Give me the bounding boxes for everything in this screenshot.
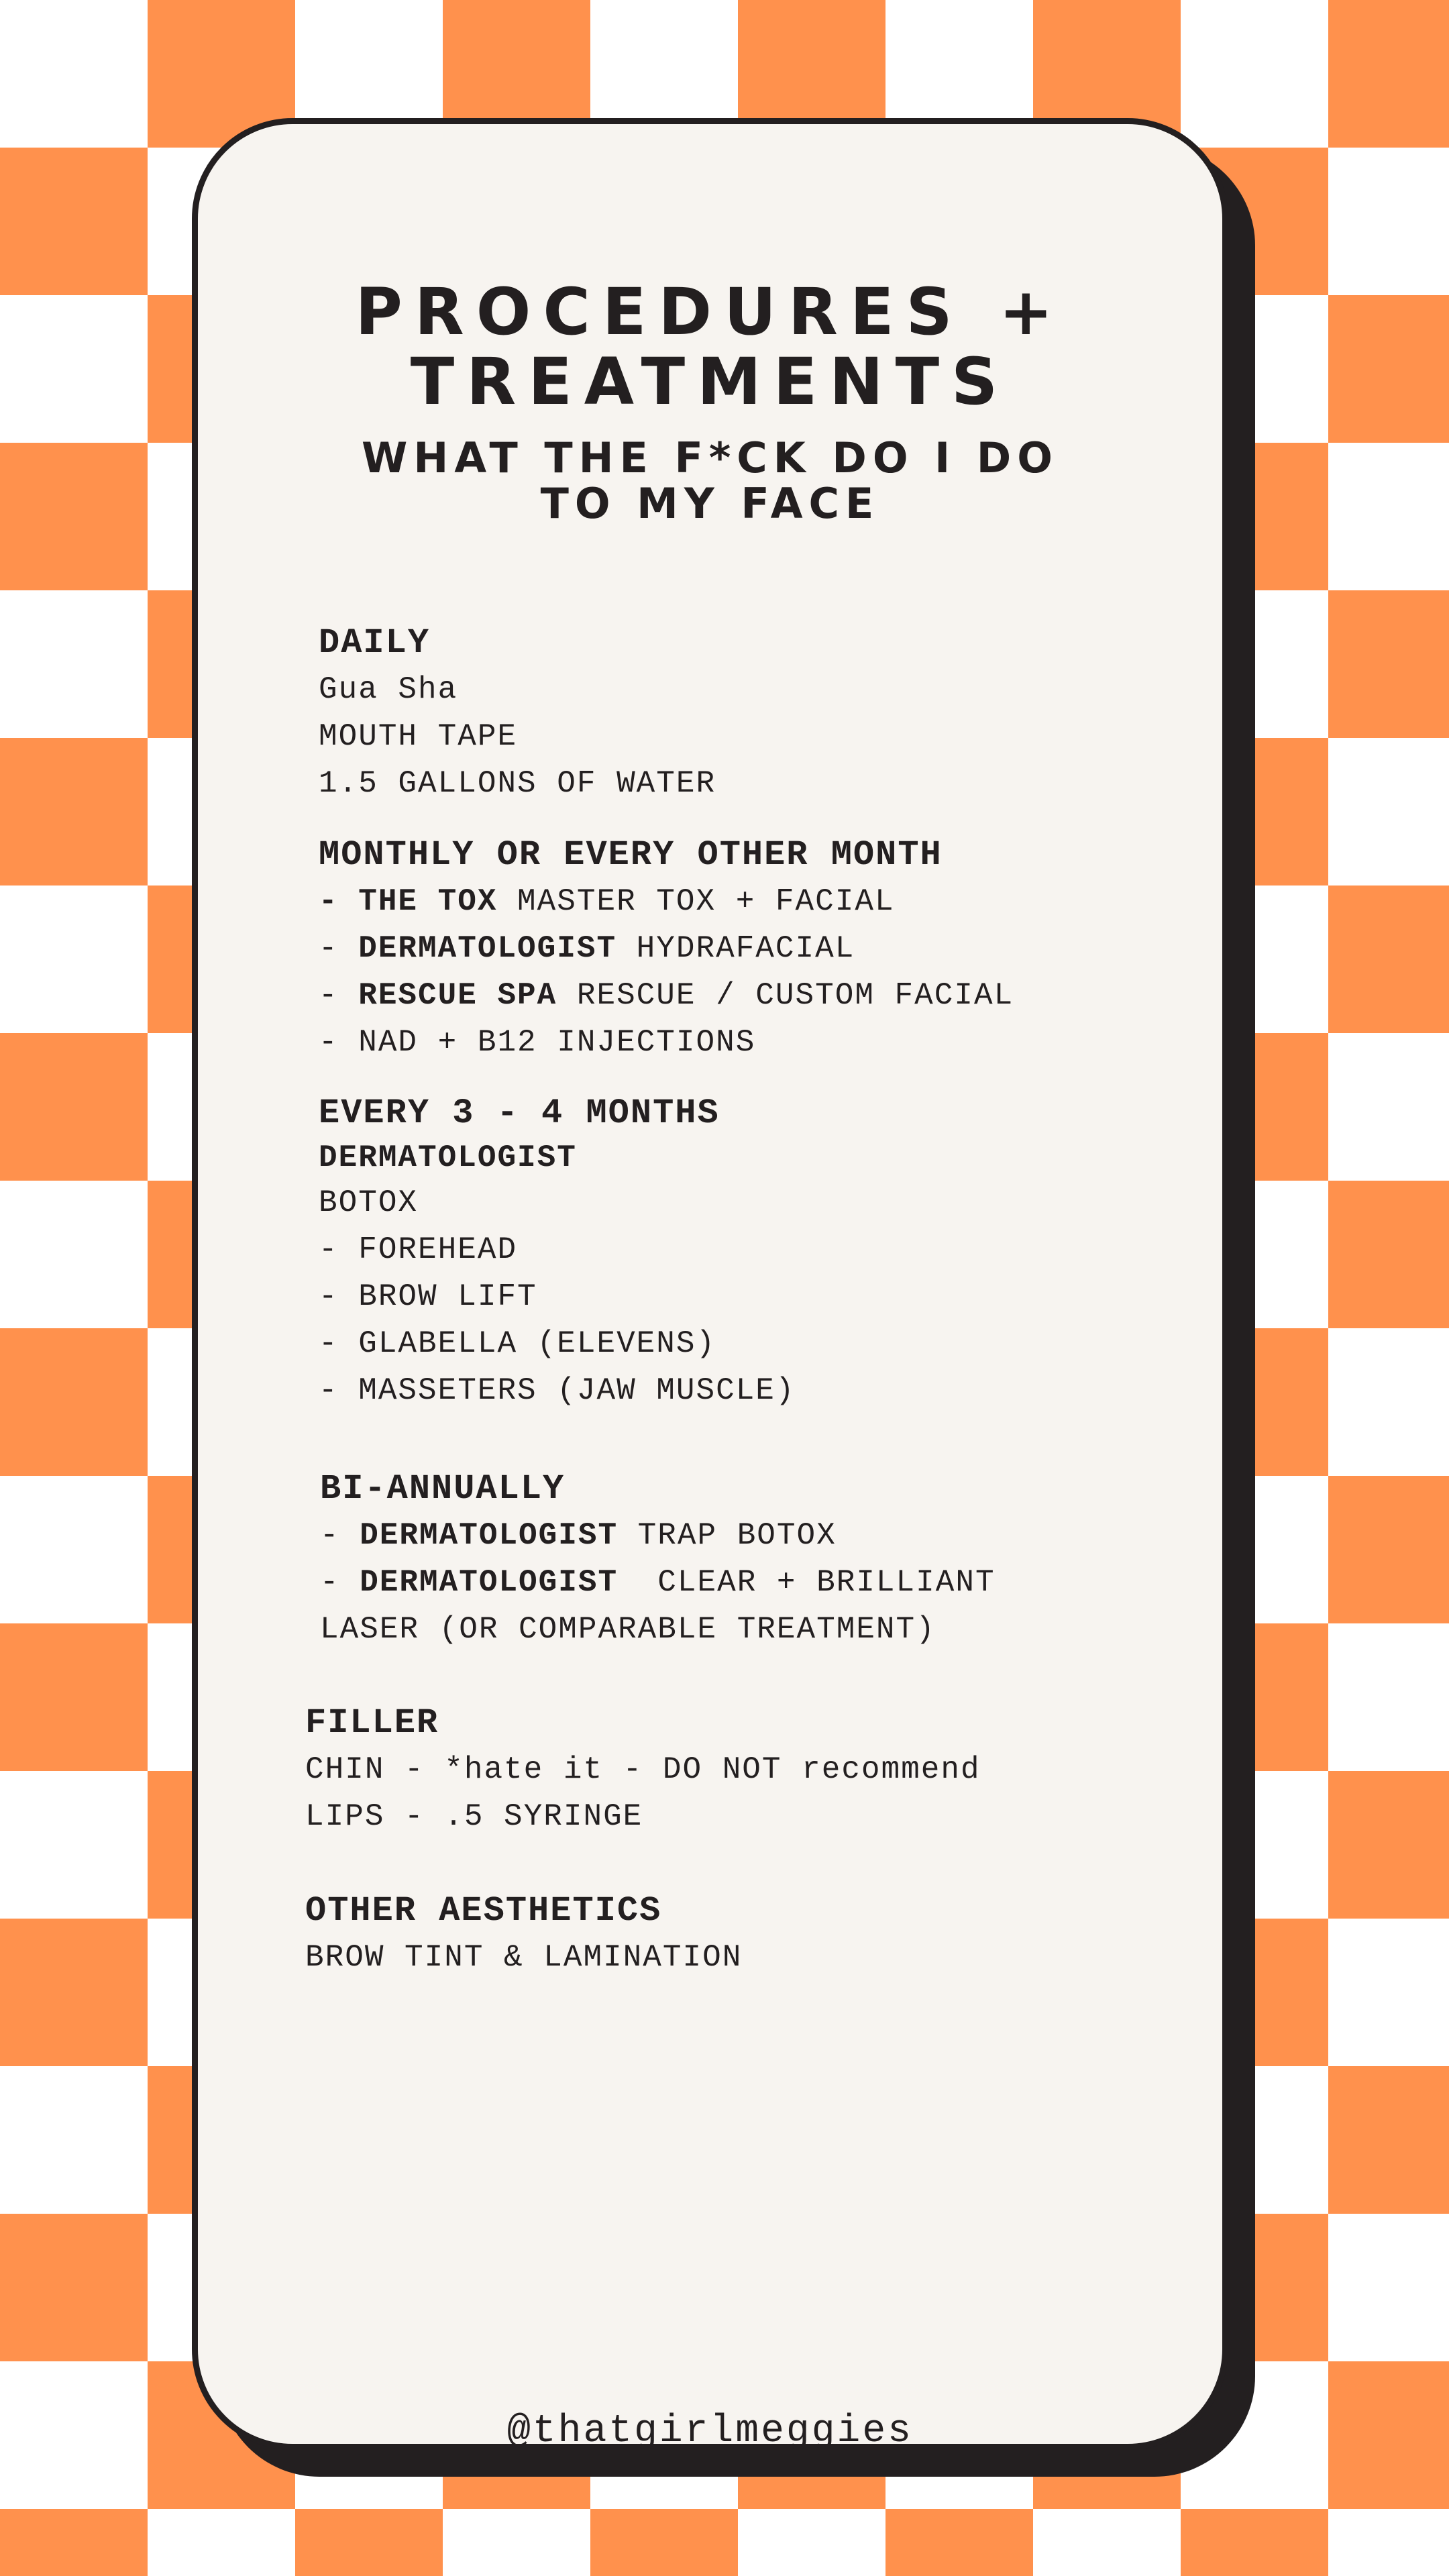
- list-item: - NAD + B12 INJECTIONS: [319, 1025, 756, 1060]
- list-item: BOTOX: [319, 1185, 419, 1220]
- section-daily: [319, 621, 716, 807]
- list-item: - THE TOX MASTER TOX + FACIAL: [319, 884, 895, 919]
- provider-name: DERMATOLOGIST: [358, 931, 617, 966]
- list-item: - FOREHEAD: [319, 1232, 518, 1267]
- section-heading: EVERY 3 - 4 MONTHS: [319, 1093, 720, 1133]
- section-heading: BI-ANNUALLY: [320, 1469, 566, 1509]
- list-item: LASER (OR COMPARABLE TREATMENT): [320, 1612, 936, 1647]
- section-subheading: DERMATOLOGIST: [319, 1140, 577, 1175]
- provider-name: DERMATOLOGIST: [360, 1518, 619, 1553]
- list-item: - BROW LIFT: [319, 1279, 537, 1314]
- list-item: - MASSETERS (JAW MUSCLE): [319, 1373, 796, 1408]
- page-title: [198, 274, 1222, 419]
- section-heading: DAILY: [319, 623, 431, 663]
- list-item: BROW TINT & LAMINATION: [305, 1940, 743, 1975]
- provider-name: RESCUE SPA: [358, 978, 557, 1013]
- list-item: LIPS - .5 SYRINGE: [305, 1799, 643, 1834]
- content-card: [192, 118, 1228, 2453]
- section-heading: OTHER AESTHETICS: [305, 1891, 662, 1931]
- section-other-aesthetics: [305, 1888, 742, 1981]
- list-item: 1.5 GALLONS OF WATER: [319, 766, 716, 801]
- section-filler: [305, 1701, 981, 1840]
- list-item: CHIN - *hate it - DO NOT recommend: [305, 1752, 981, 1787]
- list-item: - GLABELLA (ELEVENS): [319, 1326, 716, 1361]
- list-item: MOUTH TAPE: [319, 719, 518, 754]
- section-quarterly: [319, 1091, 796, 1414]
- page-subtitle: [198, 435, 1222, 527]
- section-biannually: [320, 1466, 996, 1653]
- list-item: - DERMATOLOGIST CLEAR + BRILLIANT: [320, 1565, 996, 1600]
- list-item: - DERMATOLOGIST HYDRAFACIAL: [319, 931, 855, 966]
- section-heading: FILLER: [305, 1703, 439, 1743]
- list-item: - DERMATOLOGIST TRAP BOTOX: [320, 1518, 837, 1553]
- subtitle-line-1: WHAT THE F*CK DO I DO: [362, 433, 1059, 482]
- provider-name: THE TOX: [358, 884, 498, 919]
- section-monthly: [319, 833, 1014, 1066]
- list-item: - RESCUE SPA RESCUE / CUSTOM FACIAL: [319, 978, 1014, 1013]
- section-heading: MONTHLY OR EVERY OTHER MONTH: [319, 835, 943, 875]
- provider-name: DERMATOLOGIST: [360, 1565, 619, 1600]
- title-line-1: PROCEDURES +: [355, 274, 1065, 350]
- subtitle-line-2: TO MY FACE: [540, 479, 880, 528]
- social-handle: @thatgirlmeggies: [507, 2410, 913, 2453]
- title-line-2: TREATMENTS: [410, 344, 1010, 419]
- list-item: Gua Sha: [319, 672, 458, 707]
